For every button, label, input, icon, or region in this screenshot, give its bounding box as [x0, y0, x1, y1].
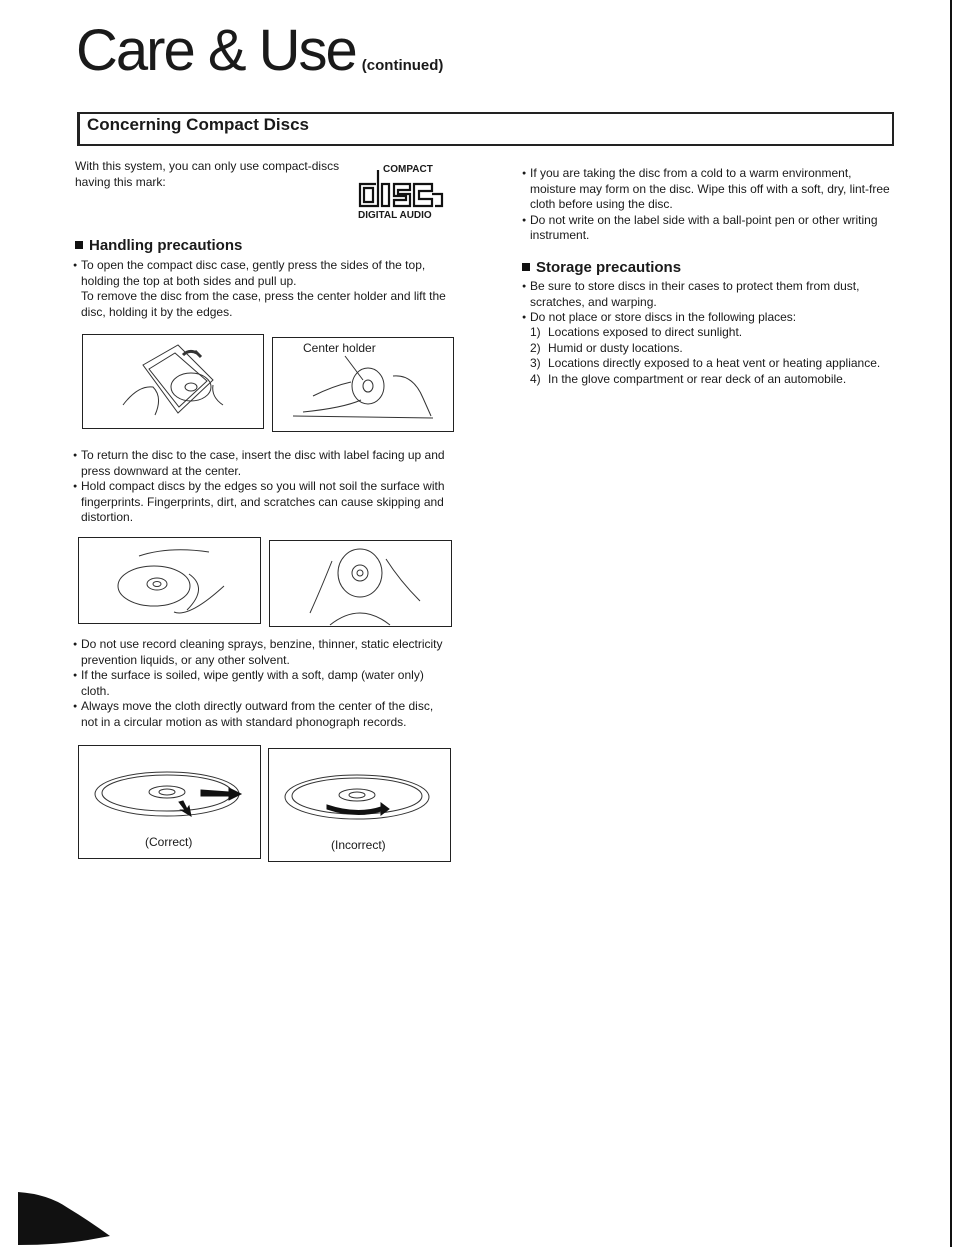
figure-hold-by-edges: [78, 537, 261, 624]
item-text: In the glove compartment or rear deck of an automobile.: [548, 371, 847, 386]
list-item: ● Always move the cloth directly outward from the center of the disc, not in a circular motion as with standard phonograph records.: [73, 699, 448, 730]
incorrect-caption: (Incorrect): [331, 838, 386, 852]
list-item: [522, 325, 892, 341]
figure-open-case: [82, 334, 264, 429]
list-item: ● To open the compact disc case, gently press the sides of the top, holding the top at both sides and pull up.: [73, 258, 448, 289]
page-subtitle: (continued): [361, 57, 444, 74]
compact-disc-logo: [356, 164, 446, 224]
handling-list-3: [73, 637, 448, 730]
logo-digital-audio-label: DIGITAL AUDIO: [358, 210, 432, 221]
intro-text: With this system, you can only use compact-discs having this mark:: [75, 159, 340, 189]
list-item: ● Hold compact discs by the edges so you will not soil the surface with fingerprints. Fingerprints, dirt, and scratches can cause skipping and distortion.: [73, 479, 448, 526]
scan-corner-mark: [18, 1190, 113, 1245]
list-item: ● Do not use record cleaning sprays, benzine, thinner, static electricity prevention liquids, or any other solvent.: [73, 637, 448, 668]
list-item: ● Do not write on the label side with a ball-point pen or other writing instrument.: [522, 213, 892, 244]
center-holder-label: Center holder: [303, 341, 376, 355]
figure-incorrect-wiping: [268, 748, 451, 862]
figure-center-holder: [272, 337, 454, 432]
list-item: To remove the disc from the case, press the center holder and lift the disc, holding it by the edges.: [81, 289, 446, 319]
item-number: 1): [530, 325, 541, 339]
list-item: [522, 341, 892, 357]
correct-wiping-illustration: [79, 746, 260, 831]
item-number: 3): [530, 356, 541, 370]
list-item: ● If the surface is soiled, wipe gently with a soft, damp (water only) cloth.: [73, 668, 448, 699]
open-case-illustration: [83, 335, 263, 428]
list-item: ● If you are taking the disc from a cold to a warm environment, moisture may form on the disc. Wipe this off with a soft, dry, lint-free cloth before using the disc.: [522, 166, 892, 213]
list-item: ● To return the disc to the case, insert the disc with label facing up and press downward at the center.: [73, 448, 448, 479]
page-edge-line: [950, 0, 952, 1247]
correct-caption: (Correct): [145, 835, 193, 849]
logo-compact-label: COMPACT: [383, 164, 433, 175]
list-item: [522, 372, 892, 388]
heading-bullet-icon: [522, 263, 530, 271]
item-number: 4): [530, 371, 541, 386]
storage-heading-text: Storage precautions: [536, 259, 682, 276]
figure-correct-wiping: [78, 745, 261, 859]
section-title: Concerning Compact Discs: [87, 115, 309, 134]
handling-list-2: [73, 448, 448, 526]
hold-edges-illustration: [79, 538, 260, 623]
item-text: Locations directly exposed to a heat vent or heating appliance.: [548, 356, 881, 370]
page-title: [76, 18, 444, 83]
list-item: ● Do not place or store discs in the following places:: [522, 310, 892, 326]
heading-bullet-icon: [75, 241, 83, 249]
handling-heading: [75, 237, 242, 254]
item-text: Locations exposed to direct sunlight.: [548, 325, 743, 339]
list-item: [522, 356, 892, 372]
storage-places-list: [522, 325, 892, 387]
storage-list: [522, 279, 892, 326]
page-title-text: Care & Use: [76, 18, 356, 83]
figure-hold-both-hands: [269, 540, 452, 627]
handling-list-1: [73, 258, 448, 320]
item-text: Humid or dusty locations.: [548, 340, 683, 355]
storage-heading: [522, 259, 681, 276]
handling-heading-text: Handling precautions: [89, 237, 243, 254]
incorrect-wiping-illustration: [269, 749, 450, 834]
item-number: 2): [530, 340, 541, 355]
hold-hands-illustration: [270, 541, 451, 626]
list-item: ● Be sure to store discs in their cases to protect them from dust, scratches, and warping.: [522, 279, 892, 310]
right-list: [522, 166, 892, 244]
